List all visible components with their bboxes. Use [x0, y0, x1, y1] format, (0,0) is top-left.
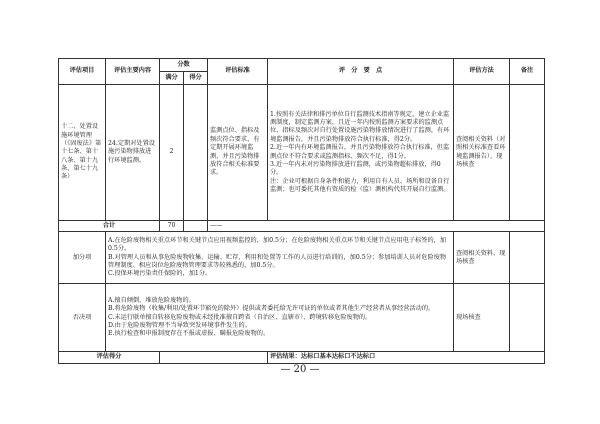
- row12-method: 查阅相关资料（对照相关标准查看环境监测报告）、现场核查: [454, 85, 510, 221]
- header-item: 评估项目: [59, 59, 106, 85]
- header-standard: 评估标准: [208, 59, 268, 85]
- row12-standard: 监测点位、指标及频次符合要求，有定期开展环境监测，并且污染物排放符合相关标准要求。: [208, 85, 268, 221]
- row12-point: 3.近一年内未对污染物排放进行监测，或污染物超标排放，得0分。: [270, 160, 441, 177]
- assessment-table: [58, 58, 545, 364]
- total-standard: ——: [208, 221, 545, 232]
- row12-points: [268, 85, 454, 221]
- row12-full-score: 2: [160, 85, 184, 221]
- row12-point: 1.按照有关法律和排污单位自行监测技术指南等规定，建立企业监测制度，制定监测方案，且近一年内按照监测方案要求的监测点位、指标及频次对自行处置设施污染物排放情况进行了监测，有环境监测报告，并且污染物排放符合执行标准，得2分。: [270, 110, 450, 143]
- bonus-line: A.在危险废物相关重点环节和关键节点应用视频监控的，加0.5分；在危险废物相关重点环节和关键节点应用电子标签的，加0.5分。: [108, 236, 447, 253]
- bonus-remark: [510, 232, 545, 284]
- veto-line: B.将危险废物（收集/利用/处置环节豁免的除外）提供或者委托给无许可证的单位或者其他生产经营者从事经营活动的。: [108, 305, 435, 313]
- bonus-line: C.投保环境污染责任保险的，加1分。: [108, 270, 212, 278]
- veto-line: C.未运行联单擅自转移危险废物或未经批准擅自跨省（自治区、直辖市）、跨境转移危险废物的。: [108, 313, 372, 321]
- header-points: 评 分 要 点: [268, 59, 454, 85]
- table-row: [59, 221, 545, 232]
- total-full-score: 70: [160, 221, 184, 232]
- table-row: [59, 85, 545, 221]
- bonus-label: 加分项: [59, 232, 106, 284]
- row12-content: 24.定期对处置设施污染物排放进行环境监测。: [106, 85, 160, 221]
- row12-got-score: [184, 85, 208, 221]
- footer-result: 评估结果：达标口基本达标口不达标口: [268, 352, 545, 363]
- page-number: — 20 —: [280, 364, 320, 375]
- header-method: 评估方法: [454, 59, 510, 85]
- total-got-score: [184, 221, 208, 232]
- footer-score-value: [160, 352, 268, 363]
- veto-method: 现场核查: [454, 284, 510, 352]
- table-row: [59, 352, 545, 363]
- header-content: 评估主要内容: [106, 59, 160, 85]
- bonus-line: B.对管理人员和从事危险废物收集、运输、贮存、利用和处置等工作的人员进行培训的，加0.5分；参加培训人员对危险废物管理制度、相应岗位危险废物管理要求等较熟悉的，加0.5分。: [108, 253, 447, 270]
- total-label: 合计: [59, 221, 160, 232]
- table-row: [59, 232, 545, 284]
- bonus-lines: [106, 232, 454, 284]
- header-got-score: 得分: [184, 72, 208, 85]
- row12-point: 2.近一年内有环境监测报告，并且污染物排放符合执行标准，但监测点位不符合要求或监测指标、频次不足，得1分。: [270, 144, 450, 160]
- footer-score-label: 评估得分: [59, 352, 160, 363]
- veto-label: 否决项: [59, 284, 106, 352]
- veto-line: E.执行检查和申报制度存在不报或虚报、瞒报危险废物的。: [108, 330, 270, 338]
- veto-lines: [106, 284, 454, 352]
- header-remark: 备注: [510, 59, 545, 85]
- table-row: [59, 284, 545, 352]
- veto-line: D.由于危险废物管理不当导致突发环境事件发生的。: [108, 322, 251, 330]
- row12-item: 十二、处置设施环境管理（《固废法》第十七条、第十八条、第十九条、第七十九条）: [59, 85, 106, 221]
- bonus-method: 查阅相关资料、现场核查: [454, 232, 510, 284]
- header-score-group: 分数: [160, 59, 208, 72]
- row12-note: 注：企业可根据自身条件和能力，利用自有人员、场所和设备自行监测；也可委托其他有资质的检（监）测机构代其开展自行监测。: [270, 177, 450, 193]
- header-full-score: 满分: [160, 72, 184, 85]
- veto-line: A.擅自倾倒、堆放危险废物的。: [108, 296, 195, 304]
- veto-remark: [510, 284, 545, 352]
- row12-remark: [510, 85, 545, 221]
